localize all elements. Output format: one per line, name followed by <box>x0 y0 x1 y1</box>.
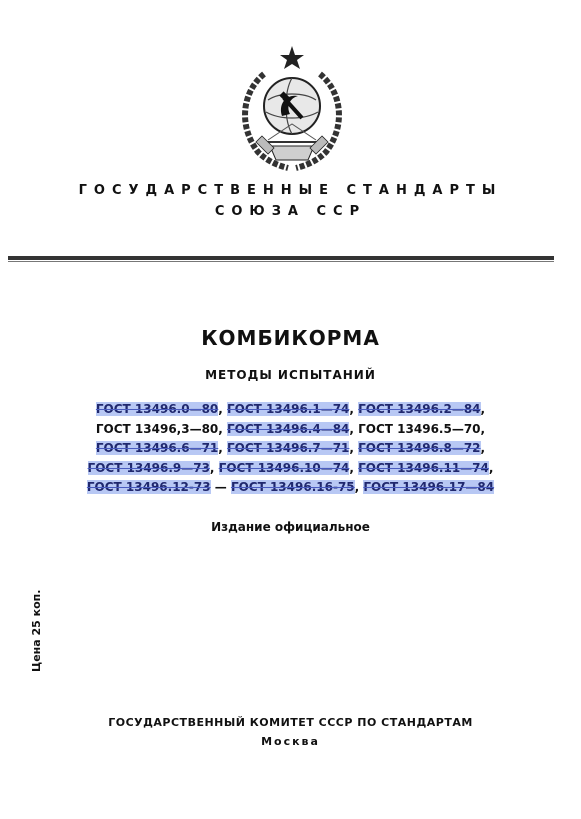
gost-reference: ГОСТ 13496.11—74 <box>358 460 489 475</box>
gost-reference: ГОСТ 13496.17—84 <box>363 480 495 494</box>
divider-rule-thin <box>8 261 554 262</box>
gost-line <box>0 439 581 459</box>
gost-line <box>0 478 581 498</box>
publisher-name: ГОСУДАРСТВЕННЫЙ КОМИТЕТ СССР ПО СТАНДАРТАМ <box>108 716 473 729</box>
gost-reference: ГОСТ 13496.12-73 <box>86 480 211 494</box>
separator: , <box>480 441 486 455</box>
separator: , <box>349 441 359 455</box>
gost-reference: ГОСТ 13496.1—74 <box>227 402 350 416</box>
separator: , <box>209 460 219 475</box>
separator: , <box>354 480 364 494</box>
gost-reference: ГОСТ 13496.10—74 <box>218 460 350 475</box>
separator: , <box>480 402 486 416</box>
separator: — <box>210 480 231 494</box>
gost-line <box>0 459 581 479</box>
gost-reference: ГОСТ 13496.6—71 <box>95 441 219 455</box>
gost-line <box>0 400 581 420</box>
gost-reference: ГОСТ 13496.2—84 <box>358 402 481 416</box>
document-title: КОМБИКОРМА <box>201 326 380 350</box>
document-subtitle: МЕТОДЫ ИСПЫТАНИЙ <box>205 368 376 382</box>
gost-list <box>0 400 581 498</box>
ussr-emblem-icon <box>228 44 356 172</box>
gost-reference: ГОСТ 13496.8—72 <box>358 441 481 455</box>
series-title: ГОСУДАРСТВЕННЫЕ СТАНДАРТЫ <box>78 183 503 198</box>
separator: , <box>349 421 359 436</box>
publisher-city: Москва <box>261 735 320 748</box>
divider-rule <box>8 256 554 260</box>
separator: , <box>218 441 228 455</box>
separator: , <box>218 402 228 416</box>
gost-reference: ГОСТ 13496.5—70 <box>358 421 481 436</box>
gost-reference: ГОСТ 13496.9—73 <box>87 460 210 475</box>
separator: , <box>349 460 359 475</box>
separator: , <box>218 421 228 436</box>
separator: , <box>349 402 359 416</box>
gost-reference: ГОСТ 13496.4—84 <box>227 421 350 436</box>
gost-reference: ГОСТ 13496.16-75 <box>230 480 355 494</box>
gost-line <box>0 420 581 440</box>
series-subtitle: СОЮЗА ССР <box>214 204 367 219</box>
edition-label: Издание официальное <box>211 520 370 534</box>
gost-reference: ГОСТ 13496,3—80 <box>95 421 219 436</box>
separator: , <box>488 460 494 475</box>
separator: , <box>480 421 486 436</box>
price-label: Цена 25 коп. <box>30 589 43 672</box>
gost-reference: ГОСТ 13496.7—71 <box>227 441 350 455</box>
gost-reference: ГОСТ 13496.0—80 <box>95 402 219 416</box>
